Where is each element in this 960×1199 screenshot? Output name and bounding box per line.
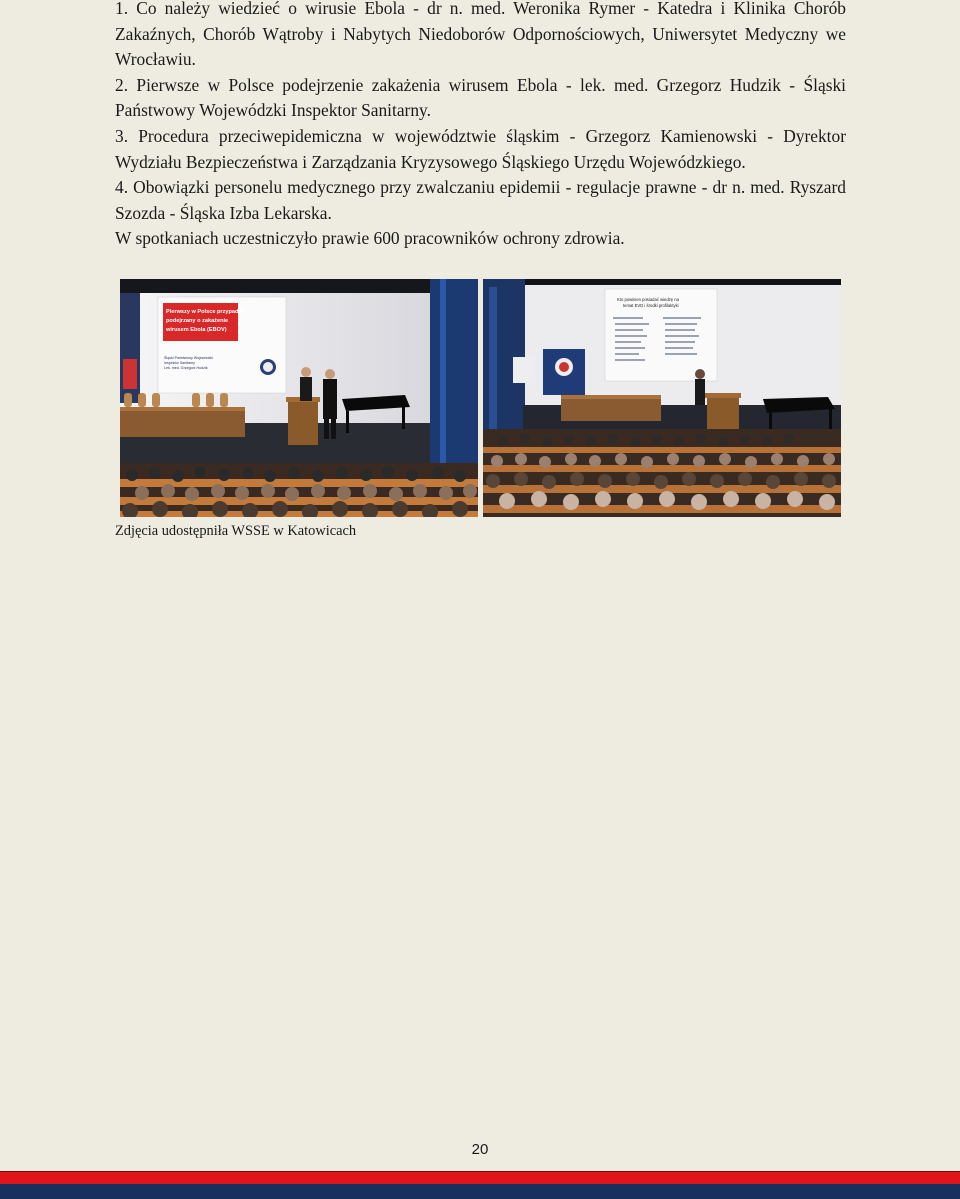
left-slide-sub-3: Lek. med. Grzegorz Hudzik [164, 366, 208, 370]
paragraph-lecture-1: 1. Co należy wiedzieć o wirusie Ebola - dr n. med. Weronika Rymer - Katedra i Klinika Chorób Zakaźnych, Chorób Wątroby i Nabytych Niedoborów Odpornościowych, Uniwersytet Medyczny we Wrocławiu. [115, 0, 846, 70]
left-slide-title-3: wirusem Ebola (EBOV) [166, 327, 227, 333]
footer-navy-bar [0, 1184, 960, 1199]
paragraph-lecture-2: 2. Pierwsze w Polsce podejrzenie zakażenia wirusem Ebola - lek. med. Grzegorz Hudzik - Śląski Państwowy Wojewódzki Inspektor Sanitarny. [115, 74, 846, 121]
left-slide-title-2: podejrzany o zakażenie [166, 318, 229, 324]
paragraph-lecture-4: 4. Obowiązki personelu medycznego przy zwalczaniu epidemii - regulacje prawne - dr n. med. Ryszard Szozda - Śląska Izba Lekarska. [115, 177, 846, 223]
photo-lecture-hall-right [483, 279, 841, 517]
right-slide-title-2: temat EVD i środki profilaktyki [623, 303, 679, 308]
body-text [115, 0, 846, 252]
photo-gallery [120, 279, 842, 517]
photo-caption: Zdjęcia udostępniła WSSE w Katowicach [115, 523, 357, 539]
right-slide-title-1: Kto powinien posiadać wiedzę na [617, 297, 679, 302]
page-number: 20 [471, 1141, 489, 1158]
left-slide-sub-1: Śląski Państwowy Wojewódzki [164, 356, 213, 360]
left-slide-sub-2: Inspektor Sanitarny [164, 361, 195, 365]
photo-lecture-hall-left [120, 279, 478, 517]
paragraph-lecture-3: 3. Procedura przeciwepidemiczna w województwie śląskim - Grzegorz Kamienowski - Dyrektor Wydziału Bezpieczeństwa i Zarządzania Kryzysowego Śląskiego Urzędu Wojewódzkiego. [115, 125, 846, 172]
footer-red-bar [0, 1171, 960, 1184]
paragraph-attendance: W spotkaniach uczestniczyło prawie 600 pracowników ochrony zdrowia. [115, 228, 625, 249]
left-slide-title-1: Pierwszy w Polsce przypadek [166, 309, 245, 315]
photo-right-image [483, 279, 841, 517]
photo-left-image [120, 279, 478, 517]
